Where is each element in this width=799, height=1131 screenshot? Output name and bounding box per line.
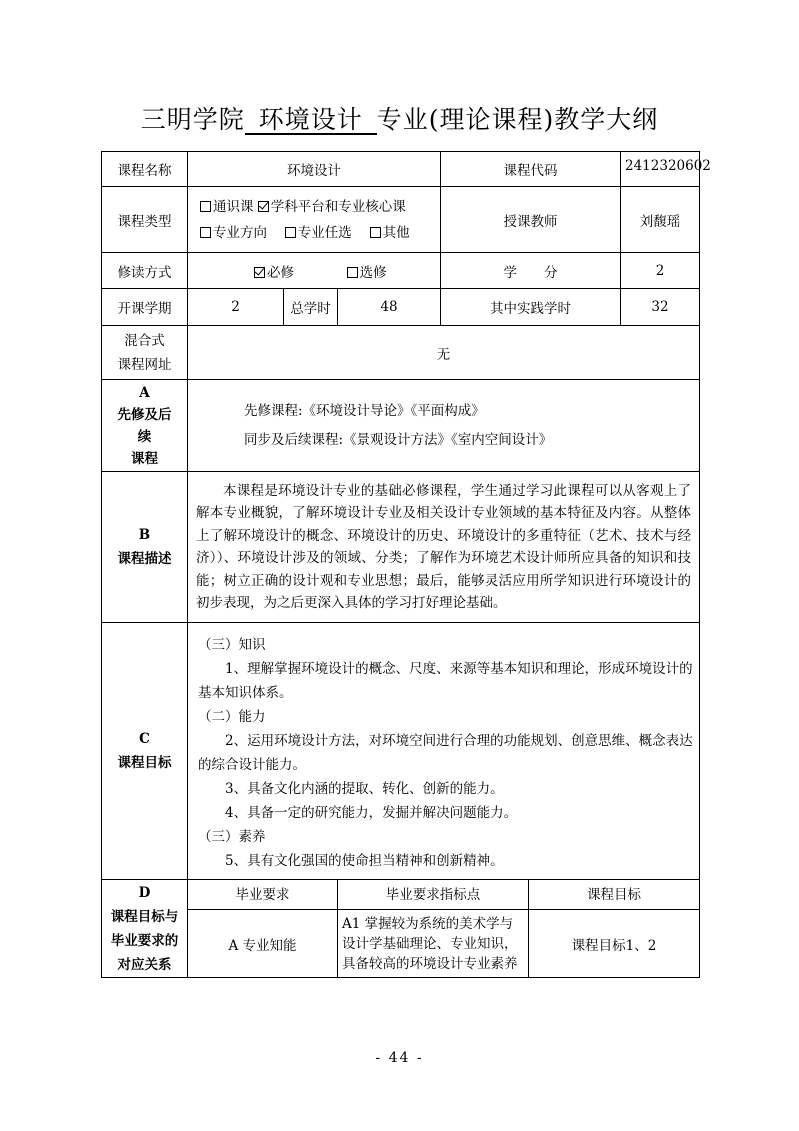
quality-item: 5、具有文化强国的使命担当精神和创新精神。 <box>225 853 504 869</box>
followup-courses: 同步及后续课程:《景观设计方法》《室内空间设计》 <box>244 431 553 448</box>
checked-checkbox-icon <box>258 201 269 212</box>
section-a-row <box>102 380 700 472</box>
teacher-label: 授课教师 <box>441 187 621 253</box>
document-title <box>0 100 799 136</box>
ability-item: 3、具备文化内涵的提取、转化、创新的能力。 <box>225 781 504 797</box>
semester-value: 2 <box>188 289 284 326</box>
mixed-url-value: 无 <box>188 326 700 380</box>
course-type-label: 课程类型 <box>102 187 188 253</box>
course-objective-value: 课程目标1、2 <box>529 910 700 978</box>
course-type-elective-checkbox[interactable]: 专业任选 <box>285 225 352 241</box>
course-code-value: 2412320602 <box>621 152 700 187</box>
elective-checkbox[interactable]: 选修 <box>347 265 387 281</box>
page-number: - 44 - <box>375 1050 424 1066</box>
semester-row <box>102 289 700 326</box>
credit-value: 2 <box>621 253 700 289</box>
course-name-value: 环境设计 <box>188 152 441 187</box>
course-code-label: 课程代码 <box>441 152 621 187</box>
section-b-label: B 课程描述 <box>102 472 188 623</box>
title-major: 环境设计 <box>245 107 377 135</box>
practice-hours-value: 32 <box>621 289 700 326</box>
checkbox-icon <box>200 201 211 212</box>
title-suffix: 专业(理论课程)教学大纲 <box>376 105 659 134</box>
section-c-label: C 课程目标 <box>102 623 188 880</box>
course-name-label: 课程名称 <box>102 152 188 187</box>
ability-heading: （二）能力 <box>198 709 266 725</box>
teacher-value: 刘馥瑶 <box>621 187 700 253</box>
requirement-indicator-value: A1 掌握较为系统的美术学与设计学基础理论、专业知识，具备较高的环境设计专业素养 <box>338 910 529 978</box>
course-name-row <box>102 152 700 187</box>
section-c-content <box>188 623 700 880</box>
semester-label: 开课学期 <box>102 289 188 326</box>
section-a-content <box>188 380 700 472</box>
checkbox-icon <box>285 227 296 238</box>
knowledge-heading: （三）知识 <box>198 637 266 653</box>
course-outline-table <box>101 151 711 978</box>
prerequisite-courses: 先修课程:《环境设计导论》《平面构成》 <box>244 402 485 419</box>
graduation-requirement-value: A 专业知能 <box>188 910 338 978</box>
section-d-label: D 课程目标与 毕业要求的 对应关系 <box>102 880 188 978</box>
course-description: 本课程是环境设计专业的基础必修课程，学生通过学习此课程可以从客观上了解本专业概貌，了解环境设计专业及相关设计专业领域的基本特征及内容。从整体上了解环境设计的概念、环境设计的历史、环境设计的多重特征（艺术、技术与经济））、环境设计涉及的领域、分类；了解作为环境艺术设计师所应具备的知识和技能；树立正确的设计观和专业思想；最后，能够灵活应用所学知识进行环境设计的初步表现，为之后更深入具体的学习打好理论基础。 <box>196 482 691 611</box>
checked-checkbox-icon <box>254 267 265 278</box>
checkbox-icon <box>370 227 381 238</box>
course-type-row <box>102 187 700 253</box>
mixed-url-label: 混合式 课程网址 <box>102 326 188 380</box>
course-type-direction-checkbox[interactable]: 专业方向 <box>200 225 267 241</box>
section-d-data-row <box>102 910 700 978</box>
course-objective-header: 课程目标 <box>529 880 700 910</box>
course-type-options <box>188 187 441 253</box>
section-b-content <box>188 472 700 623</box>
checkbox-icon <box>347 267 358 278</box>
section-d-header-row <box>102 880 700 910</box>
course-type-general-checkbox[interactable]: 通识课 <box>200 199 254 215</box>
quality-heading: （三）素养 <box>198 829 266 845</box>
study-mode-row <box>102 253 700 289</box>
required-checkbox[interactable]: 必修 <box>254 265 294 281</box>
ability-item: 4、具备一定的研究能力，发掘并解决问题能力。 <box>225 805 518 821</box>
study-mode-options <box>188 253 441 289</box>
checkbox-icon <box>200 227 211 238</box>
section-c-row <box>102 623 700 880</box>
mixed-url-row <box>102 326 700 380</box>
requirement-indicator-header: 毕业要求指标点 <box>338 880 529 910</box>
graduation-requirement-header: 毕业要求 <box>188 880 338 910</box>
course-type-other-checkbox[interactable]: 其他 <box>370 225 410 241</box>
title-prefix: 三明学院 <box>140 105 245 134</box>
total-hours-label: 总学时 <box>284 289 338 326</box>
knowledge-item: 1、理解掌握环境设计的概念、尺度、来源等基本知识和理论，形成环境设计的基本知识体系。 <box>198 661 693 701</box>
section-a-label: A 先修及后 续 课程 <box>102 380 188 472</box>
credit-label: 学 分 <box>441 253 621 289</box>
practice-hours-label: 其中实践学时 <box>441 289 621 326</box>
course-type-core-checkbox[interactable]: 学科平台和专业核心课 <box>258 199 406 215</box>
section-b-row <box>102 472 700 623</box>
study-mode-label: 修读方式 <box>102 253 188 289</box>
ability-item: 2、运用环境设计方法，对环境空间进行合理的功能规划、创意思维、概念表达的综合设计能力。 <box>198 733 693 773</box>
total-hours-value: 48 <box>338 289 441 326</box>
